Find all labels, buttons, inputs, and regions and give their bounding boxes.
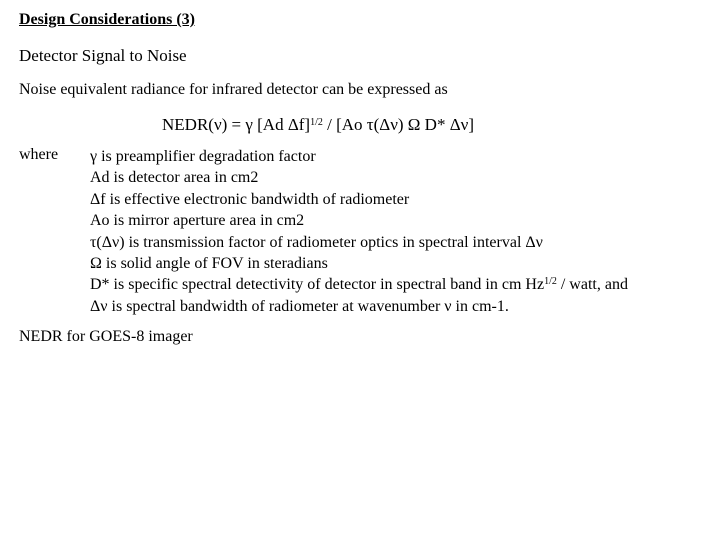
equation-exponent: 1/2 [310,117,323,128]
definition-dstar [90,274,628,295]
definition-omega: Ω is solid angle of FOV in steradians [90,254,328,272]
where-label: where [19,146,59,163]
dstar-unit: / watt, and [556,276,628,294]
equation-right: / [Ao τ(Δν) Ω D* Δν] [322,115,474,134]
equation-left: NEDR(ν) = γ [Ad Δf] [162,115,311,134]
definition-gamma: γ is preamplifier degradation factor [90,148,316,165]
definition-list [90,146,628,317]
dstar-exponent: 1/2 [544,276,557,288]
dstar-text: D* is specific spectral detectivity of detector in spectral band in cm Hz [90,276,545,294]
definition-delta-f: Δf is effective electronic bandwidth of radiometer [90,190,410,208]
slide-title: Design Considerations (3) [19,11,196,28]
definition-delta-nu: Δν is spectral bandwidth of radiometer at wavenumber ν in cm-1. [90,297,509,315]
slide-subtitle: Detector Signal to Noise [19,46,187,65]
goes-imager-line: NEDR for GOES-8 imager [19,328,193,345]
nedr-equation [162,115,474,135]
intro-text: Noise equivalent radiance for infrared detector can be expressed as [19,81,448,98]
definition-tau: τ(Δν) is transmission factor of radiometer optics in spectral interval Δν [90,233,543,251]
definition-ad: Ad is detector area in cm2 [90,169,259,187]
definition-ao: Ao is mirror aperture area in cm2 [90,212,305,230]
